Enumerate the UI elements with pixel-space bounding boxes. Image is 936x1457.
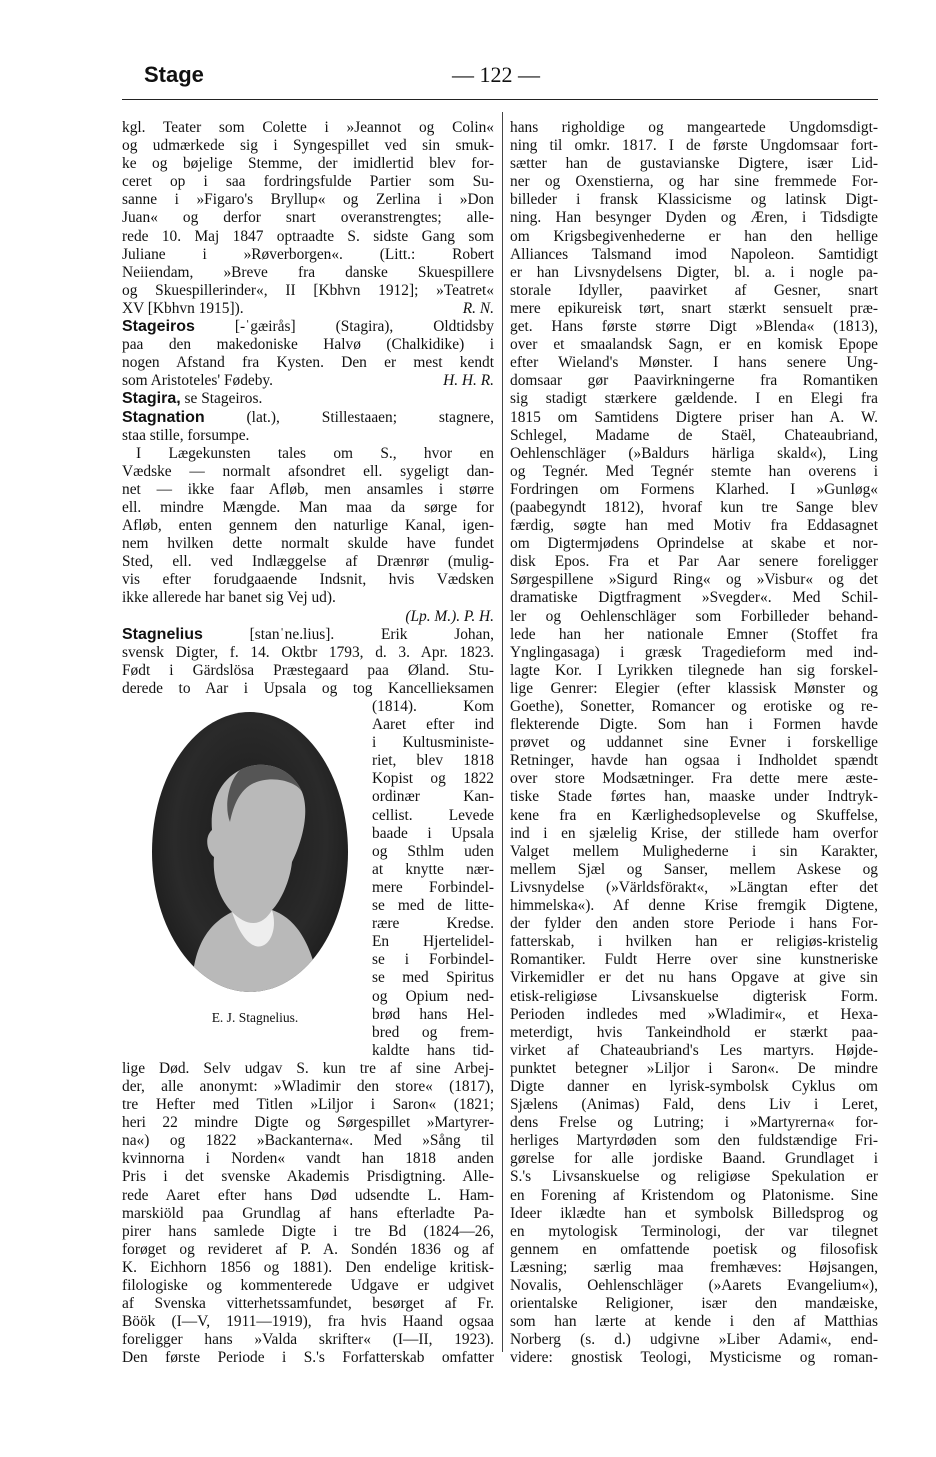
text-line: [122, 264, 494, 282]
right-column: [510, 119, 878, 1367]
line-text: som Aristoteles' Fødeby.: [122, 372, 273, 390]
text-line-narrow: [372, 897, 494, 915]
line-text: Ideer iklædte han et symbolsk Billedsprog og: [510, 1204, 878, 1222]
line-text: svensk Digter, f. 14. Oktbr 1793, d. 3. Apr. 1823.: [122, 643, 494, 661]
author-signature: R. N.: [462, 299, 494, 317]
text-line-narrow: [372, 915, 494, 933]
line-text: S.'s Livsanskuelse og religiøse Spekulation er: [510, 1168, 878, 1186]
text-line: [510, 680, 878, 698]
line-text: rede 10. Maj 1847 optraadte S. sidste Gang som: [122, 227, 494, 245]
text-line: [510, 191, 878, 209]
line-text: der, alle anonymt: »Wladimir den store« (1817),: [122, 1077, 494, 1095]
line-text: vis efter forudgaaende Indsnit, hvis Vædsken: [122, 571, 494, 589]
line-text: gennem en omfattende poetisk og filosofisk: [510, 1240, 878, 1258]
text-line: [510, 535, 878, 553]
line-text: orientalske Religioner, især den mandæiske,: [510, 1295, 878, 1313]
portrait-caption: E. J. Stagnelius.: [211, 1010, 299, 1025]
text-line: [122, 173, 494, 191]
line-text: ner og Oxenstierna, og har sine fremmede For-: [510, 173, 878, 191]
text-line: [122, 571, 494, 589]
text-line: [122, 155, 494, 173]
text-line: [510, 879, 878, 897]
text-line-narrow: [372, 933, 494, 951]
page-number: — 122 —: [452, 62, 540, 87]
line-text: se med de litte-: [372, 897, 494, 915]
text-line: [122, 680, 494, 698]
line-text: punktet betegner »Liljor i Saron«. De mindre: [510, 1059, 878, 1077]
text-line: [122, 1349, 494, 1367]
text-line: [122, 1187, 494, 1205]
line-text: og Opium ned-: [372, 987, 494, 1005]
text-line: [510, 915, 878, 933]
text-line: [122, 1241, 494, 1259]
text-line: [510, 1295, 878, 1313]
line-text: kvinnorna i Norden« vandt han 1818 anden: [122, 1150, 494, 1168]
line-text: Digte danner en lyrisk-symbolsk Cyklus om: [510, 1077, 878, 1095]
text-line: [510, 463, 878, 481]
text-line: [510, 282, 878, 300]
text-line: [510, 1205, 878, 1223]
line-text: Pris i det svenske Akademis Prisdigtning. Alle-: [122, 1168, 494, 1186]
text-line: [122, 1078, 494, 1096]
signature-line: [122, 608, 494, 626]
headword: Stagira,: [122, 390, 181, 408]
text-line: [122, 1313, 494, 1331]
text-line: [122, 282, 494, 300]
text-line: [122, 1223, 494, 1241]
line-text: Livsnydelse (»Världsförakt«, »Längtan efter det: [510, 878, 878, 896]
text-line: [122, 137, 494, 155]
text-line-narrow: [372, 1042, 494, 1060]
line-text: Schlegel, Madame de Staël, Chateaubriand,: [510, 426, 878, 444]
line-text: 1815 om Samtidens Digtere priser han A. W.: [510, 408, 878, 426]
line-text: kgl. Teater som Colette i »Jeannot og Colin«: [122, 119, 494, 136]
text-line: [122, 662, 494, 680]
text-line: [122, 209, 494, 227]
line-text: af Svenska vitterhetssamfundet, besørget af Fr.: [122, 1295, 494, 1313]
line-text: over et smaalandsk Sagn, er en komisk Epope: [510, 336, 878, 354]
text-line: [510, 1259, 878, 1277]
text-line-narrow: [372, 843, 494, 861]
text-line: [510, 499, 878, 517]
author-signature: H. H. R.: [443, 372, 494, 390]
line-text: dramatiske Digtfragment »Svegder«. Med Schil-: [510, 589, 878, 607]
line-text: Kopist og 1822: [372, 770, 494, 788]
line-text: nogen Afstand fra Kysten. Den er mest kendt: [122, 354, 494, 372]
line-text: se i Forbindel-: [372, 951, 494, 969]
line-text: mere epikureisk tørt, snart stærkt sensuelt præ-: [510, 299, 878, 317]
headword: Stagnation: [122, 408, 205, 426]
line-text: hans righoldige og mangeartede Ungdomsdigt-: [510, 119, 878, 136]
text-line: [510, 734, 878, 752]
line-text: Læsning; særlig maa fremhæves: Højsangen,: [510, 1258, 878, 1276]
text-line: [510, 119, 878, 137]
text-line: [122, 445, 494, 463]
text-line: [510, 372, 878, 390]
line-text: derede to Aar i Upsala og tog Kancellieksamen: [122, 679, 494, 697]
text-line: [510, 390, 878, 408]
text-line: [122, 427, 494, 445]
line-text: Den første Periode i S.'s Forfatterskab omfatter: [122, 1349, 494, 1367]
line-text: og Tegnér. Med Tegnér stemte han overens i: [510, 462, 878, 480]
text-line: [122, 535, 494, 553]
line-text: (paabegyndt 1812), hvoraf kun tre Sange blev: [510, 498, 878, 516]
line-text: Juan« og derfor snart overanstrengtes; alle-: [122, 209, 494, 227]
line-text: Goethe), Sonetter, Romancer og erotiske og re-: [510, 698, 878, 715]
line-text: Sted, ell. ved Indlæggelse af Drænrør (mulig-: [122, 553, 494, 571]
line-text: ceret op i saa fordringsfulde Partier som Su-: [122, 173, 494, 191]
line-text: heri 22 mindre Digte og Sørgespillet »Martyrer-: [122, 1114, 494, 1132]
header-guide-word: Stage: [144, 62, 204, 87]
line-text: riet, blev 1818: [372, 752, 494, 770]
line-text: ning til omkr. 1817. I de første Ungdomsaar fort-: [510, 137, 878, 155]
text-line: [510, 1060, 878, 1078]
text-line-narrow: [372, 734, 494, 752]
text-line-narrow: [372, 752, 494, 770]
line-text: Romantiker. Fuldt Herre over sine kunstneriske: [510, 951, 878, 969]
line-text: se med Spiritus: [372, 969, 494, 987]
line-text: pirer hans samlede Digte i tre Bd (1824—26,: [122, 1222, 494, 1240]
line-text: dens Frelse og Lutring; i »Martyrerna« for-: [510, 1114, 878, 1132]
text-line: [122, 1096, 494, 1114]
text-line: [510, 969, 878, 987]
text-line: [122, 1205, 494, 1223]
line-text: Aaret efter ind: [372, 716, 494, 734]
line-text: i Kultusministe-: [372, 734, 494, 752]
text-line: [122, 1114, 494, 1132]
line-text: na«) og 1822 »Backanterna«. Med »Sång til: [122, 1132, 494, 1150]
line-text: Novalis, Oehlenschläger (»Aarets Evangelium«),: [510, 1277, 878, 1294]
text-line: [510, 861, 878, 879]
line-text: mere Forbindel-: [372, 878, 494, 896]
text-line: [510, 1277, 878, 1295]
line-text: lagte Kor. I Lyrikken tilegnede han sig forskel-: [510, 661, 878, 679]
line-text: baade i Upsala: [372, 824, 494, 842]
text-line-narrow: [372, 879, 494, 897]
headword: Stagnelius: [122, 625, 203, 643]
line-text: Retninger, havde han ogsaa i Indholdet spændt: [510, 752, 878, 770]
line-text: Afløb, enten gennem den naturlige Kanal, igen-: [122, 517, 494, 535]
line-text: tiske Stade førtes han, maaske under Indtryk-: [510, 788, 878, 806]
line-text: at knytte nær-: [372, 860, 494, 878]
line-text: lige Genrer: Elegier (efter klassisk Mønster og: [510, 679, 878, 697]
line-text: se Stageiros.: [180, 390, 263, 408]
text-line: [510, 951, 878, 969]
text-line: [510, 770, 878, 788]
text-line: [122, 1277, 494, 1295]
text-line: [510, 843, 878, 861]
line-text: færdig, søgte han med Motiv fra Eddasagnet: [510, 517, 878, 535]
line-text: (lat.), Stillestaaen; stagnere,: [204, 408, 494, 426]
text-line: [510, 246, 878, 264]
text-line: [510, 1096, 878, 1114]
line-text: om Digtermjødens Oprindelse at skabe et nor-: [510, 535, 878, 553]
line-text: virket af Chateaubriand's Les martyrs. Højde-: [510, 1041, 878, 1059]
text-line: [122, 499, 494, 517]
line-text: en Forening af Kristendom og Platonisme. Sine: [510, 1186, 878, 1204]
line-text: meterdigt, hvis Tankeindhold er stærkt paa-: [510, 1023, 878, 1041]
line-text: I Lægekunsten tales om S., hvor en: [136, 444, 494, 462]
text-line: [510, 445, 878, 463]
text-line-narrow: [372, 951, 494, 969]
line-text: som han lærte at kende i den af Matthias: [510, 1313, 878, 1331]
text-line: [122, 517, 494, 535]
text-line-narrow: [372, 1006, 494, 1024]
text-line: [510, 788, 878, 806]
text-line: [122, 246, 494, 264]
headword: Stageiros: [122, 318, 195, 336]
text-line: [510, 1187, 878, 1205]
text-line: [510, 264, 878, 282]
text-line: [510, 698, 878, 716]
line-text: cellist. Levede: [372, 806, 494, 824]
line-text: filologiske og kommenterede Udgave er udgivet: [122, 1277, 494, 1294]
line-text: og Sthlm uden: [372, 842, 494, 860]
line-text: brød hans Hel-: [372, 1005, 494, 1023]
text-line: [122, 1132, 494, 1150]
entry-stageiros: [122, 318, 494, 336]
line-text: etisk-religiøse Livsanskuelse digterisk Form.: [510, 987, 878, 1005]
line-text: (1814). Kom: [372, 698, 494, 715]
line-text: Böök (I—V, 1911—1919), fra hvis Haand ogsaa: [122, 1313, 494, 1331]
text-line: [510, 300, 878, 318]
line-text: XV [Kbhvn 1915]).: [122, 299, 244, 317]
text-line: [510, 1223, 878, 1241]
line-text: en mytologisk Terminologi, der var tilegnet: [510, 1222, 878, 1240]
line-text: sanne i »Figaro's Bryllup« og Zerlina i »Don: [122, 191, 494, 209]
text-line: [510, 517, 878, 535]
text-line: [510, 662, 878, 680]
text-line: [510, 1006, 878, 1024]
text-line: [510, 1241, 878, 1259]
text-line: [510, 481, 878, 499]
entry-stagira: [122, 390, 494, 408]
text-line: [510, 1150, 878, 1168]
line-text: kene fra en Kærlighedsoplevelse og Skuffelse,: [510, 806, 878, 824]
line-text: marskiöld paa Grundlag af hans efterladte Pa-: [122, 1204, 494, 1222]
line-text: rære Kredse.: [372, 915, 494, 933]
portrait-engraving-icon: [152, 712, 348, 992]
line-text: lede han her nationale Emner (Stoffet fra: [510, 625, 878, 643]
text-line: [122, 228, 494, 246]
text-line-narrow: [372, 988, 494, 1006]
text-line-narrow: [372, 861, 494, 879]
line-text: rede Aaret efter hans Død udsendte L. Ham-: [122, 1186, 494, 1204]
text-line: [510, 825, 878, 843]
text-line: [510, 1078, 878, 1096]
line-text: herliges Martyrdøden som den fuldstændige Fri-: [510, 1132, 878, 1150]
text-line: [510, 807, 878, 825]
line-text: ler og Oehlenschläger som Forbilleder behand-: [510, 607, 878, 625]
text-line: [510, 1313, 878, 1331]
text-line: [122, 463, 494, 481]
text-line: [122, 372, 494, 390]
line-text: Neiiendam, »Breve fra danske Skuespillere: [122, 263, 494, 281]
text-line: [510, 354, 878, 372]
line-text: Sørgespillene »Sigurd Ring« og »Visbur« og det: [510, 571, 878, 589]
text-line: [510, 1349, 878, 1367]
text-line-narrow: [372, 770, 494, 788]
line-text: Sjælens (Animas) Fald, dens Liv i Leret,: [510, 1096, 878, 1114]
line-text: net — ikke faar Afløb, men ansamles i større: [122, 480, 494, 498]
text-line: [122, 336, 494, 354]
text-line: [122, 553, 494, 571]
text-line: [122, 119, 494, 137]
line-text: prøvet og uddannet sine Evner i forskellige: [510, 734, 878, 752]
line-text: Født i Gärdslösa Præstegaard paa Øland. Stu-: [122, 661, 494, 679]
text-line: [510, 716, 878, 734]
text-line: [510, 571, 878, 589]
text-line: [122, 1150, 494, 1168]
text-line: [122, 1295, 494, 1313]
line-text: sig stadigt stærkere gældende. I en Elegi fra: [510, 390, 878, 408]
entry-stagnelius: [122, 626, 494, 644]
line-text: videre: gnostisk Teologi, Mysticisme og roman-: [510, 1349, 878, 1367]
line-text: billeder i fransk Klassicisme og latinsk Digt-: [510, 191, 878, 209]
line-text: er han Livsnydelsens Digter, bl. a. i nogle pa-: [510, 263, 878, 281]
text-line: [510, 626, 878, 644]
text-line: [510, 173, 878, 191]
line-text: disk Epos. Fra et Par Aar senere foreligger: [510, 553, 878, 571]
line-text: ind i en sjælelig Krise, der stillede ham overfor: [510, 824, 878, 842]
line-text: kaldte hans tid-: [372, 1041, 494, 1059]
header-rule: [122, 99, 878, 100]
line-text: paa den makedoniske Halvø (Chalkidike) i: [122, 336, 494, 354]
line-text: lige Død. Selv udgav S. kun tre af sine Arbej-: [122, 1059, 494, 1077]
line-text: nem hvilken dette normalt skulde have fundet: [122, 535, 494, 553]
text-line: [122, 644, 494, 662]
line-text: ordinær Kan-: [372, 788, 494, 806]
line-text: storale Idyller, paavirket af Gesner, snart: [510, 281, 878, 299]
text-line-narrow: [372, 716, 494, 734]
text-line: [510, 933, 878, 951]
author-signature: (Lp. M.). P. H.: [405, 607, 494, 625]
line-text: Valget mellem Mulighederne i sin Karakter,: [510, 842, 878, 860]
text-line: [510, 1331, 878, 1349]
line-text: Vædske — normalt afsondret ell. sygeligt dan-: [122, 462, 494, 480]
text-line: [510, 1024, 878, 1042]
portrait-figure: [140, 712, 360, 1028]
line-text: Norberg (s. d.) udgivne »Liber Adami«, end-: [510, 1331, 878, 1349]
text-line-narrow: [372, 788, 494, 806]
line-text: bred og frem-: [372, 1023, 494, 1041]
text-line-narrow: [372, 698, 494, 716]
line-text: En Hjertelidel-: [372, 933, 494, 951]
text-line: [510, 137, 878, 155]
text-line: [122, 481, 494, 499]
text-line: [122, 354, 494, 372]
line-text: ikke allerede har banet sig Vej ud).: [122, 589, 336, 607]
line-text: mellem Sjæl og Sanser, mellem Askese og: [510, 860, 878, 878]
page-header: [122, 62, 878, 96]
text-line: [510, 589, 878, 607]
entry-stagnation: [122, 409, 494, 427]
text-line: [510, 897, 878, 915]
line-text: Virkemidler er det nu hans Opgave at give sin: [510, 969, 878, 987]
text-line: [122, 1168, 494, 1186]
line-text: foreligger hans »Valda skrifter« (I—II, 1923).: [122, 1331, 494, 1349]
line-text: der fylder den anden store Periode i hans For-: [510, 915, 878, 933]
line-text: Oehlenschläger (»Baldurs härliga skald«), Ling: [510, 444, 878, 462]
line-text: forøget og revideret af P. A. Sondén 1836 og af: [122, 1240, 494, 1258]
line-text: domsaar gør Paavirkningerne fra Romantiken: [510, 372, 878, 390]
text-line: [122, 300, 494, 318]
line-text: [-ˈgæirås] (Stagira), Oldtidsby: [194, 318, 494, 336]
line-text: himmelska«). Af denne Krise fremgik Digtene,: [510, 897, 878, 915]
text-line: [510, 644, 878, 662]
text-line: [510, 228, 878, 246]
line-text: Perioden indledes med »Wladimir«, et Hexa-: [510, 1005, 878, 1023]
line-text: ning. Han besynger Dyden og Æren, i Tidsdigte: [510, 209, 878, 227]
text-line: [122, 1060, 494, 1078]
line-text: [stanˈne.lius]. Erik Johan,: [202, 625, 494, 643]
line-text: sætter han de gustavianske Digtere, især Lid-: [510, 155, 878, 173]
line-text: fatterskab, i hvilken han er religiøs-kristelig: [510, 933, 878, 951]
line-text: ke og bøjelige Stemme, der imidlertid blev for-: [122, 155, 494, 173]
line-text: gørelse for alle jordiske Baand. Grundlaget i: [510, 1150, 878, 1168]
line-text: og udmærkede sig i Syngespillet ved sin smuk-: [122, 137, 494, 155]
text-line-narrow: [372, 807, 494, 825]
text-line: [510, 752, 878, 770]
text-line: [510, 1168, 878, 1186]
text-line: [510, 427, 878, 445]
line-text: efter Wieland's Mønster. I hans senere Ung-: [510, 354, 878, 372]
text-line: [510, 1042, 878, 1060]
column-divider: [502, 112, 503, 1352]
text-line-narrow: [372, 825, 494, 843]
text-line: [510, 336, 878, 354]
text-line: [510, 988, 878, 1006]
line-text: tre Hefter med Titlen »Liljor i Saron« (1821;: [122, 1096, 494, 1114]
text-line: [510, 155, 878, 173]
text-line: [122, 1259, 494, 1277]
line-text: K. Eichhorn 1856 og 1881). Den endelige kritisk-: [122, 1258, 494, 1276]
text-line: [510, 553, 878, 571]
text-line: [510, 409, 878, 427]
text-line: [510, 1132, 878, 1150]
line-text: om Krigsbegivenhederne er han den hellige: [510, 227, 878, 245]
text-line: [510, 318, 878, 336]
text-line: [122, 589, 494, 607]
line-text: staa stille, forsumpe.: [122, 426, 250, 444]
text-line: [510, 1114, 878, 1132]
text-line-narrow: [372, 969, 494, 987]
text-line: [510, 209, 878, 227]
line-text: flekterende Digte. Som han i Formen havde: [510, 716, 878, 734]
line-text: Fordringen om Formens Klarhed. I »Gunløg«: [510, 480, 878, 498]
line-text: og Skuespillerinder«, II [Kbhvn 1912]; »Teatret«: [122, 281, 494, 299]
line-text: Juliane i »Røverborgen«. (Litt.: Robert: [122, 245, 494, 263]
line-text: Alliances Talsmand imod Napoleon. Samtidigt: [510, 245, 878, 263]
text-line: [122, 1331, 494, 1349]
text-line: [122, 191, 494, 209]
text-line-narrow: [372, 1024, 494, 1042]
line-text: over store Modsætninger. Fra dette mere æste-: [510, 770, 878, 788]
line-text: get. Hans første større Digt »Blenda« (1813),: [510, 318, 878, 336]
line-text: Ynglingasaga) i græsk Tragedieform med ind-: [510, 643, 878, 661]
line-text: ell. mindre Mængde. Man maa da sørge for: [122, 498, 494, 516]
text-line: [510, 608, 878, 626]
